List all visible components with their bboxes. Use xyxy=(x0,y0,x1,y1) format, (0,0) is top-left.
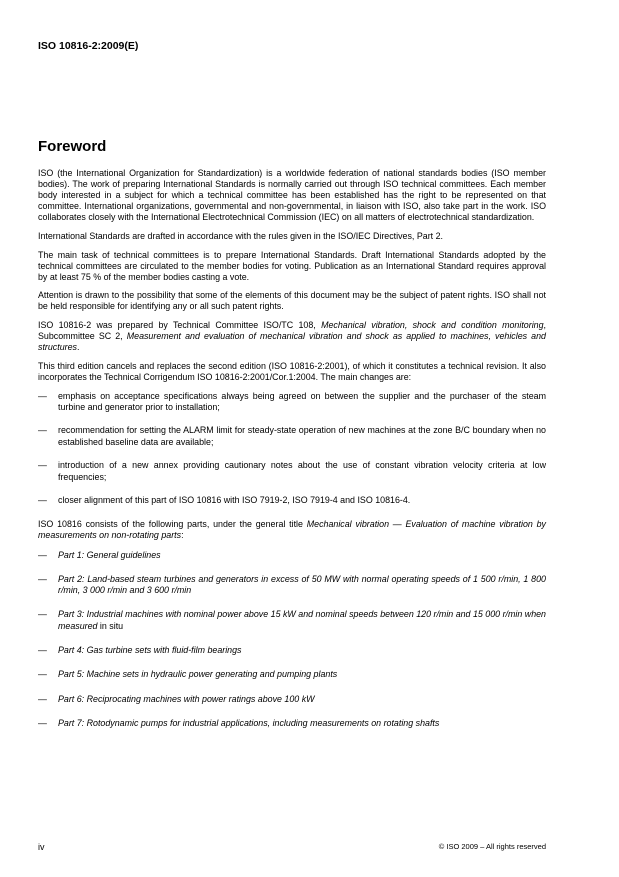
text: , Subcommittee SC 2, xyxy=(38,320,547,342)
general-title: Mechanical vibration — Evaluation of machine vibration by measurements on non-rotating parts xyxy=(38,519,546,541)
dash-bullet: — xyxy=(38,644,47,655)
page-title: Foreword xyxy=(38,138,107,155)
dash-bullet: — xyxy=(38,495,47,506)
changes-list xyxy=(38,391,546,507)
list-item-text: introduction of a new annex providing cautionary notes about the use of constant vibration velocity criteria at low frequencies; xyxy=(58,460,546,482)
paragraph-parts-intro xyxy=(38,519,546,541)
dash-bullet: — xyxy=(38,425,47,436)
list-item-text: Part 1: General guidelines xyxy=(58,549,161,560)
text: ISO 10816-2 was prepared by Technical Committee ISO/TC 108, xyxy=(38,320,322,331)
dash-bullet: — xyxy=(38,669,47,680)
list-item xyxy=(38,574,546,596)
paragraph-directives: International Standards are drafted in accordance with the rules given in the ISO/IEC Directives, Part 2. xyxy=(38,230,444,241)
dash-bullet: — xyxy=(38,390,47,401)
dash-bullet: — xyxy=(38,718,47,729)
list-item xyxy=(38,425,546,447)
dash-bullet: — xyxy=(38,460,47,471)
paragraph-main-task: The main task of technical committees is to prepare International Standards. Draft International Standards adopted by the technical committees are circulated to the member bodies for voting. Publication as an International Standard requires approval by at least 75 % of the member bodies casting a vote. xyxy=(38,249,546,282)
text: . xyxy=(76,342,80,353)
list-item-text: in situ xyxy=(97,620,124,631)
paragraph-patent: Attention is drawn to the possibility that some of the elements of this document may be the subject of patent rights. ISO shall not be held responsible for identifying any or all such patent rights. xyxy=(38,290,546,312)
list-item xyxy=(38,669,546,680)
paragraph-prepared-by xyxy=(38,320,546,353)
copyright-notice: © ISO 2009 – All rights reserved xyxy=(438,842,546,851)
parts-list xyxy=(38,550,546,730)
list-item xyxy=(38,460,546,482)
list-item-text: Part 4: Gas turbine sets with fluid-film bearings xyxy=(58,644,242,655)
document-id: ISO 10816-2:2009(E) xyxy=(38,40,139,52)
list-item xyxy=(38,495,546,506)
dash-bullet: — xyxy=(38,549,47,560)
list-item-text: emphasis on acceptance specifications always being agreed on between the supplier and the purchaser of the steam turbine and generator prior to installation; xyxy=(58,390,546,412)
list-item-text: Part 2: Land-based steam turbines and generators in excess of 50 MW with normal operating speeds of 1 500 r/min, 1 800 r/min, 3 000 r/min and 3 600 r/min xyxy=(58,573,546,596)
list-item-text: Part 5: Machine sets in hydraulic power generating and pumping plants xyxy=(58,669,338,680)
paragraph-iso-intro: ISO (the International Organization for Standardization) is a worldwide federation of national standards bodies (ISO member bodies). The work of preparing International Standards is normally carried out through ISO technical committees. Each member body interested in a subject for which a technical committee has been established has the right to be represented on that committee. International organizations, governmental and non-governmental, in liaison with ISO, also take part in the work. ISO collaborates closely with the International Electrotechnical Commission (IEC) on all matters of electrotechnical standardization. xyxy=(38,168,546,223)
list-item xyxy=(38,645,546,656)
list-item-text: Part 3: Industrial machines with nominal power above 15 kW and nominal speeds between 120 r/min and 15 000 r/min when measured xyxy=(58,609,546,631)
list-item xyxy=(38,694,546,705)
dash-bullet: — xyxy=(38,573,47,584)
list-item xyxy=(38,609,546,631)
committee-title: Mechanical vibration, shock and condition monitoring xyxy=(321,320,544,331)
text: ISO 10816 consists of the following parts, under the general title xyxy=(38,519,307,530)
text: : xyxy=(181,530,184,541)
page-number: iv xyxy=(38,842,45,852)
list-item-text: recommendation for setting the ALARM limit for steady-state operation of new machines at the zone B/C boundary when no established baseline data are available; xyxy=(58,425,546,447)
foreword-body xyxy=(38,168,546,742)
subcommittee-title: Measurement and evaluation of mechanical vibration and shock as applied to machines, vehicles and structures xyxy=(38,331,546,353)
list-item xyxy=(38,391,546,413)
dash-bullet: — xyxy=(38,693,47,704)
list-item-text: Part 6: Reciprocating machines with power ratings above 100 kW xyxy=(58,693,315,704)
list-item xyxy=(38,550,546,561)
paragraph-edition: This third edition cancels and replaces the second edition (ISO 10816-2:2001), of which it constitutes a technical revision. It also incorporates the Technical Corrigendum ISO 10816-2:2001/Cor.1:2004. The main changes are: xyxy=(38,360,546,382)
list-item-text: closer alignment of this part of ISO 10816 with ISO 7919-2, ISO 7919-4 and ISO 10816-4. xyxy=(58,495,411,506)
dash-bullet: — xyxy=(38,609,47,620)
list-item-text: Part 7: Rotodynamic pumps for industrial applications, including measurements on rotating shafts xyxy=(58,718,440,729)
list-item xyxy=(38,718,546,729)
